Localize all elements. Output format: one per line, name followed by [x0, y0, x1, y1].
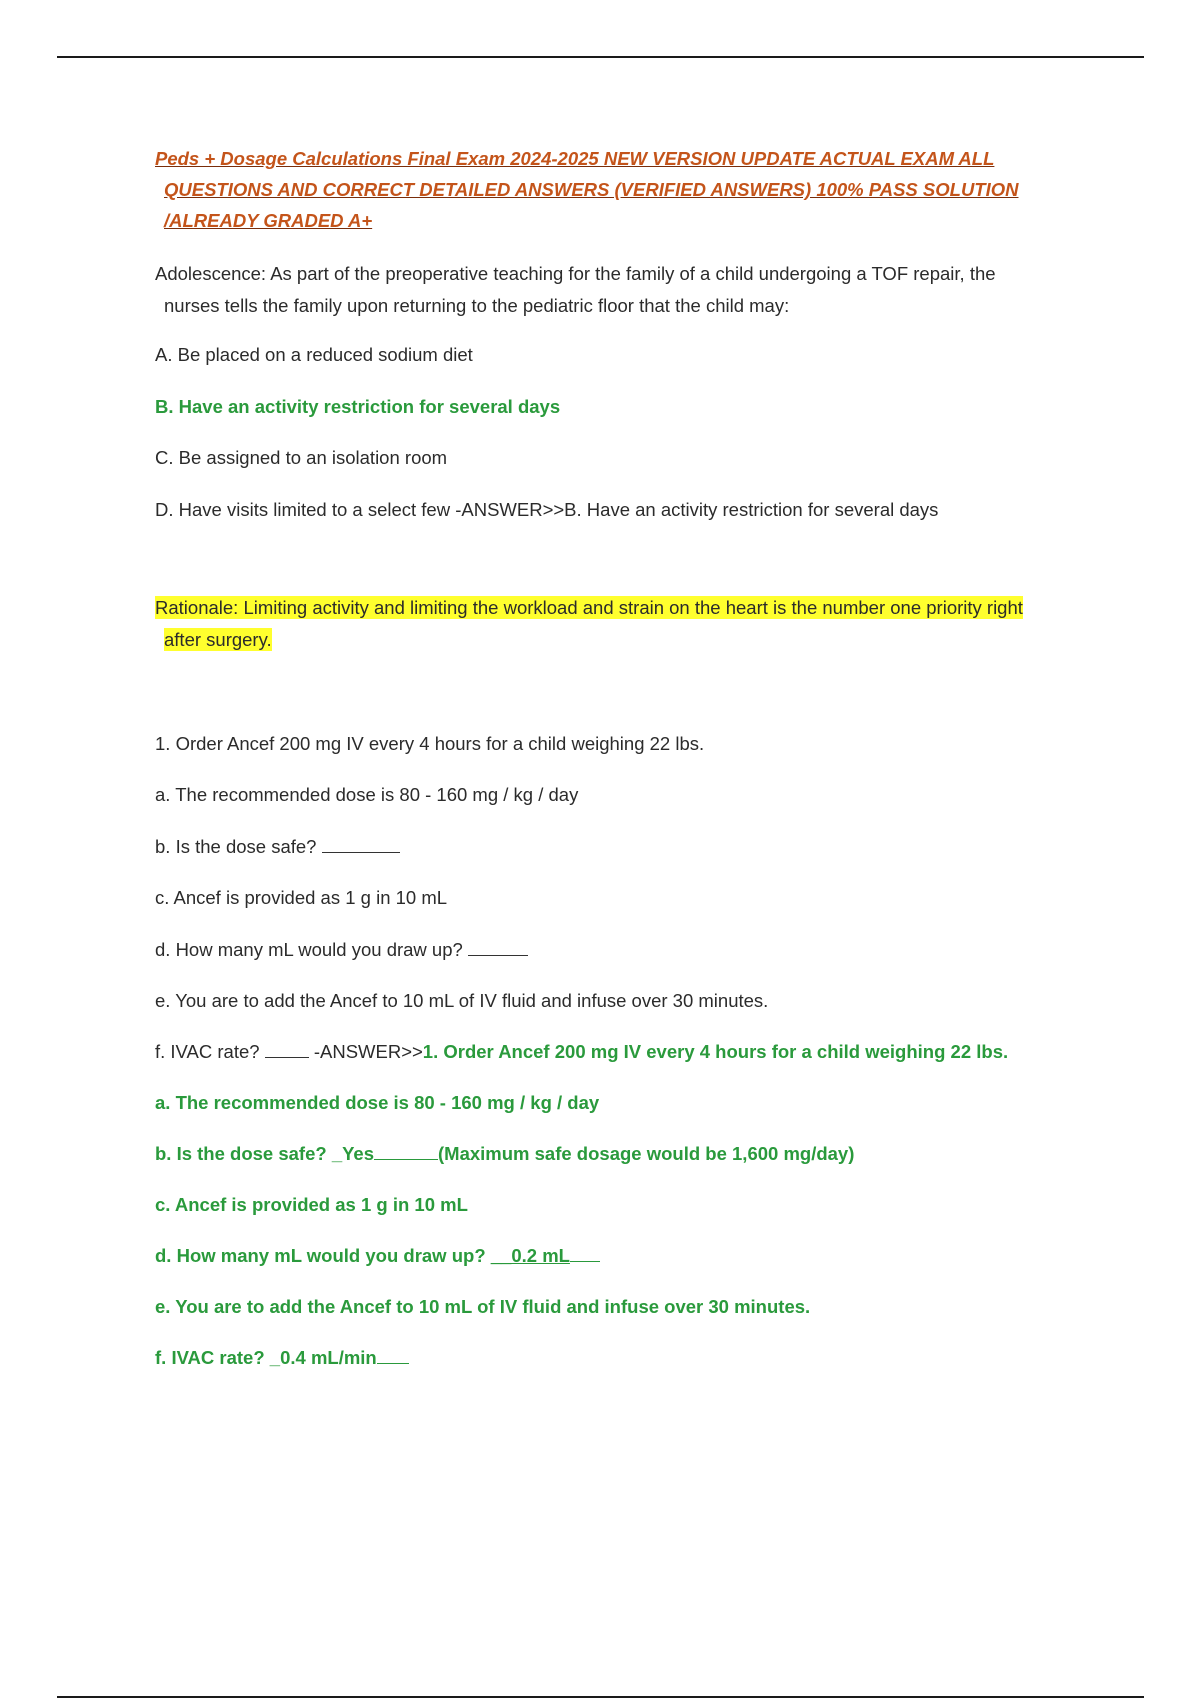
- bottom-rule: [57, 1696, 1144, 1698]
- calc-question-c: c. Ancef is provided as 1 g in 10 mL: [155, 887, 448, 908]
- calc-question-b-text: b. Is the dose safe?: [155, 836, 317, 857]
- calc-question-f-text: f. IVAC rate?: [155, 1041, 260, 1062]
- option-c: C. Be assigned to an isolation room: [155, 447, 448, 468]
- answer-b-underline: [374, 1141, 438, 1160]
- answer-b-note: (Maximum safe dosage would be 1,600 mg/day): [438, 1143, 855, 1164]
- answer-d-value: __0.2 mL: [490, 1245, 570, 1266]
- answer-line-d: [155, 1240, 1055, 1272]
- answer-f-text: f. IVAC rate?: [155, 1347, 270, 1368]
- answer-f-underline: [377, 1345, 409, 1364]
- calc-question-d-text: d. How many mL would you draw up?: [155, 939, 463, 960]
- answer-f-value: _0.4 mL/min: [269, 1347, 377, 1368]
- calc-question-d: [155, 934, 1055, 966]
- document-title: Peds + Dosage Calculations Final Exam 2024-2025 NEW VERSION UPDATE ACTUAL EXAM ALL QUESTIONS AND CORRECT DETAILED ANSWERS (VERIFIED ANSWERS) 100% PASS SOLUTION /ALREADY GRADED A+: [155, 148, 1019, 231]
- answer-line-b: [155, 1138, 1055, 1170]
- calc-question: 1. Order Ancef 200 mg IV every 4 hours for a child weighing 22 lbs.: [155, 733, 705, 754]
- answer-line-a: a. The recommended dose is 80 - 160 mg / kg / day: [155, 1092, 600, 1113]
- question-stem: Adolescence: As part of the preoperative teaching for the family of a child undergoing a TOF repair, the nurses tells the family upon returning to the pediatric floor that the child may:: [155, 263, 996, 316]
- calc-question-a: a. The recommended dose is 80 - 160 mg / kg / day: [155, 784, 579, 805]
- answer-tag: -ANSWER>>: [313, 1041, 423, 1062]
- option-b-correct: B. Have an activity restriction for several days: [155, 396, 561, 417]
- document-body: [155, 143, 1055, 1374]
- answer-d-text: d. How many mL would you draw up?: [155, 1245, 491, 1266]
- calc-question-e: e. You are to add the Ancef to 10 mL of IV fluid and infuse over 30 minutes.: [155, 990, 769, 1011]
- rationale: [155, 592, 1055, 656]
- option-a: A. Be placed on a reduced sodium diet: [155, 344, 473, 365]
- answer-b-text: b. Is the dose safe? _Yes: [155, 1143, 375, 1164]
- option-d-with-answer: D. Have visits limited to a select few -ANSWER>>B. Have an activity restriction for several days: [155, 499, 939, 520]
- answer-d-underline: [570, 1243, 600, 1262]
- answer-blank-f: [265, 1039, 309, 1058]
- answer-blank-b: [322, 834, 400, 853]
- answer-blank-d: [468, 937, 528, 956]
- answer-line-c: c. Ancef is provided as 1 g in 10 mL: [155, 1194, 468, 1215]
- calc-question-b: [155, 831, 1055, 863]
- answer-line-f: [155, 1342, 1055, 1374]
- rationale-highlight: Rationale: Limiting activity and limiting the workload and strain on the heart is the number one priority right after surgery.: [155, 597, 1023, 650]
- calc-question-f-with-answer: [155, 1036, 1055, 1068]
- top-rule: [57, 56, 1144, 58]
- answer-line-1: 1. Order Ancef 200 mg IV every 4 hours for a child weighing 22 lbs.: [422, 1041, 1009, 1062]
- answer-line-e: e. You are to add the Ancef to 10 mL of IV fluid and infuse over 30 minutes.: [155, 1296, 811, 1317]
